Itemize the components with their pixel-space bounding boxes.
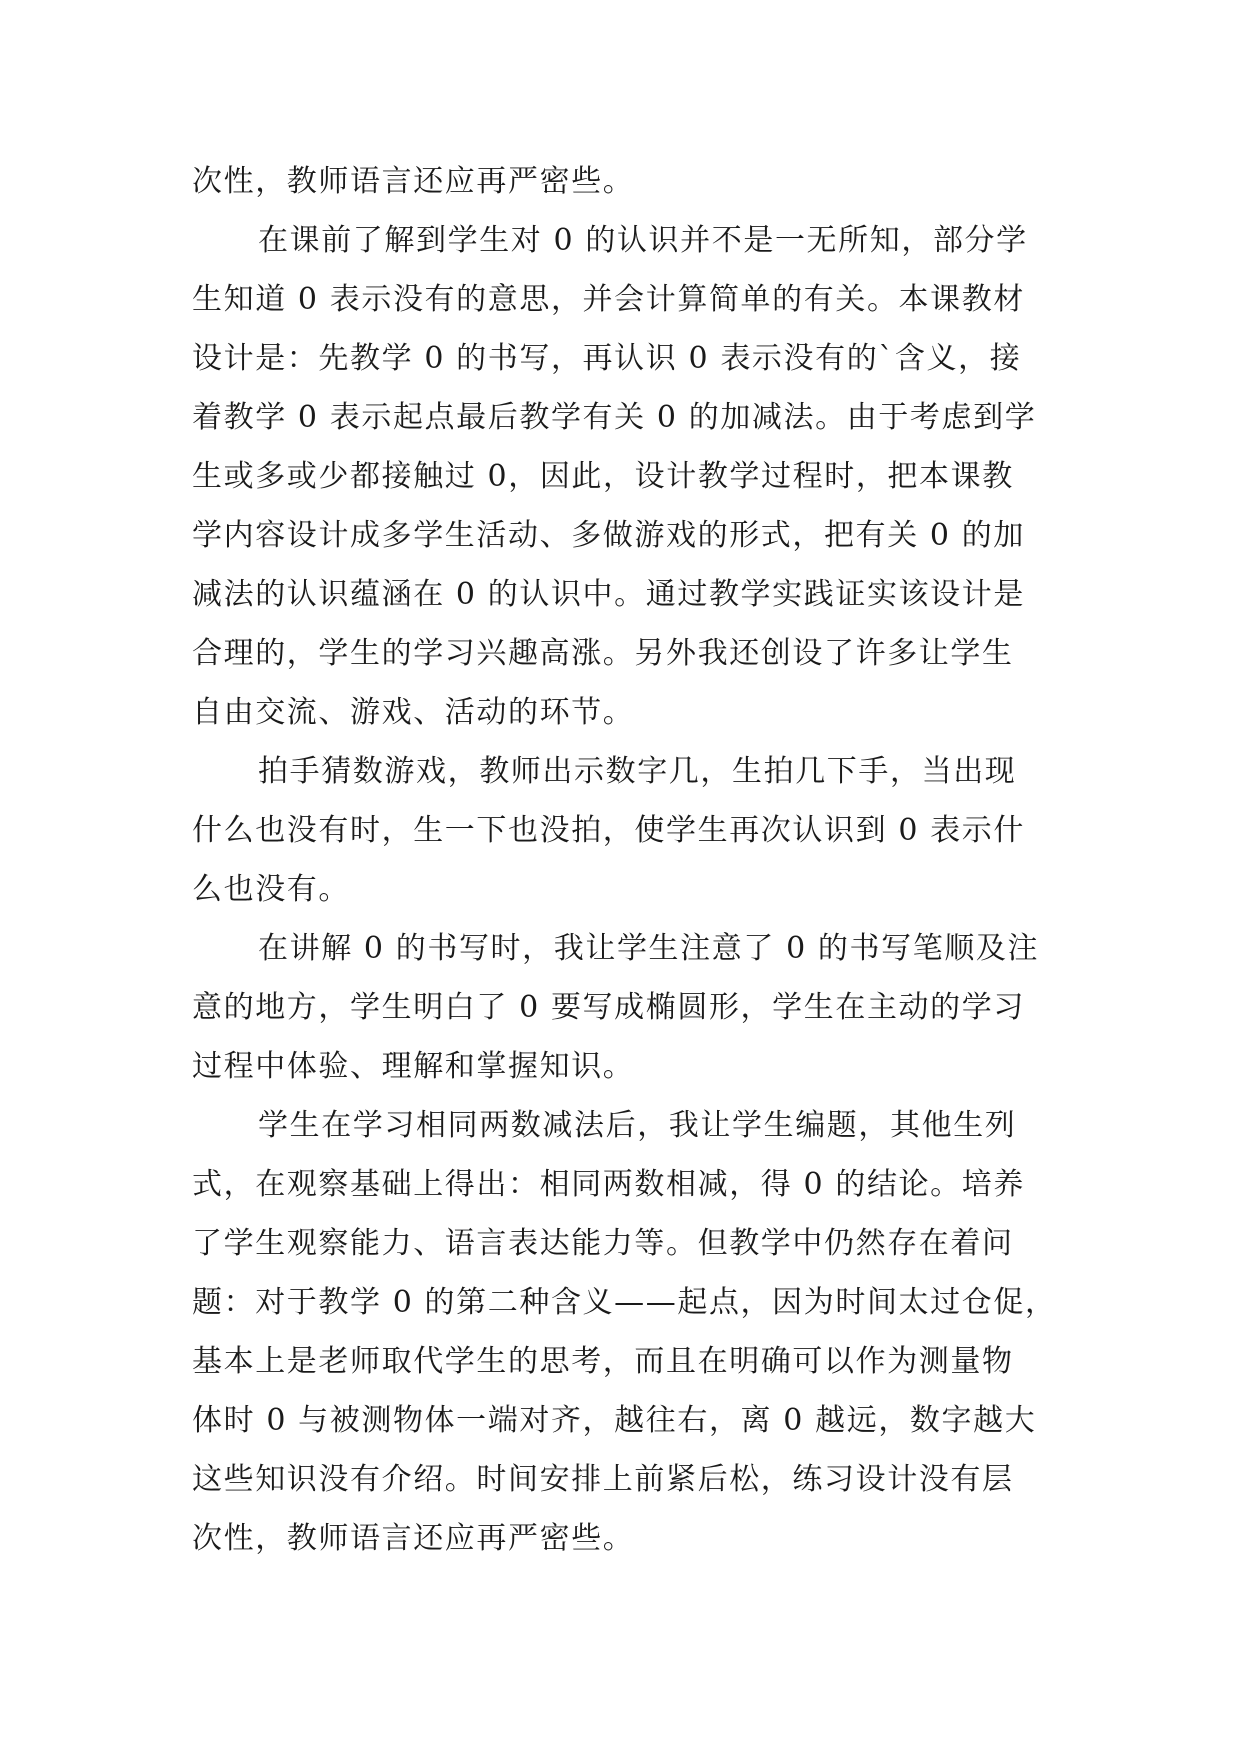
text-line: 过程中体验、理解和掌握知识。 [192, 1049, 635, 1084]
text-line: 生知道 0 表示没有的意思，并会计算简单的有关。本课教材 [192, 282, 1025, 317]
text-line: 次性，教师语言还应再严密些。 [192, 1521, 635, 1556]
text-line: 学内容设计成多学生活动、多做游戏的形式，把有关 0 的加 [192, 518, 1025, 553]
text-line: 次性，教师语言还应再严密些。 [192, 164, 635, 199]
text-line: 了学生观察能力、语言表达能力等。但教学中仍然存在着问 [192, 1226, 1014, 1261]
paragraph-first-line: 在讲解 0 的书写时，我让学生注意了 0 的书写笔顺及注 [258, 931, 1040, 966]
text-line: 设计是：先教学 0 的书写，再认识 0 表示没有的`含义，接 [192, 341, 1022, 376]
text-line: 生或多或少都接触过 0，因此，设计教学过程时，把本课教 [192, 459, 1014, 494]
text-line: 着教学 0 表示起点最后教学有关 0 的加减法。由于考虑到学 [192, 400, 1037, 435]
text-line: 合理的，学生的学习兴趣高涨。另外我还创设了许多让学生 [192, 636, 1014, 671]
body-text [192, 152, 1057, 1568]
text-line: 题：对于教学 0 的第二种含义——起点，因为时间太过仓促， [192, 1285, 1057, 1320]
text-line: 意的地方，学生明白了 0 要写成椭圆形，学生在主动的学习 [192, 990, 1025, 1025]
text-line: 减法的认识蕴涵在 0 的认识中。通过教学实践证实该设计是 [192, 577, 1025, 612]
text-line: 这些知识没有介绍。时间安排上前紧后松，练习设计没有层 [192, 1462, 1014, 1497]
paragraph-first-line: 在课前了解到学生对 0 的认识并不是一无所知，部分学 [258, 223, 1028, 258]
text-line: 式，在观察基础上得出：相同两数相减，得 0 的结论。培养 [192, 1167, 1025, 1202]
paragraph-first-line: 学生在学习相同两数减法后，我让学生编题，其他生列 [258, 1108, 1017, 1143]
paragraph-first-line: 拍手猜数游戏，教师出示数字几，生拍几下手，当出现 [258, 754, 1017, 789]
text-line: 自由交流、游戏、活动的环节。 [192, 695, 635, 730]
text-line: 基本上是老师取代学生的思考，而且在明确可以作为测量物 [192, 1344, 1014, 1379]
text-line: 体时 0 与被测物体一端对齐，越往右，离 0 越远，数字越大 [192, 1403, 1037, 1438]
text-line: 什么也没有时，生一下也没拍，使学生再次认识到 0 表示什 [192, 813, 1025, 848]
text-line: 么也没有。 [192, 872, 350, 907]
